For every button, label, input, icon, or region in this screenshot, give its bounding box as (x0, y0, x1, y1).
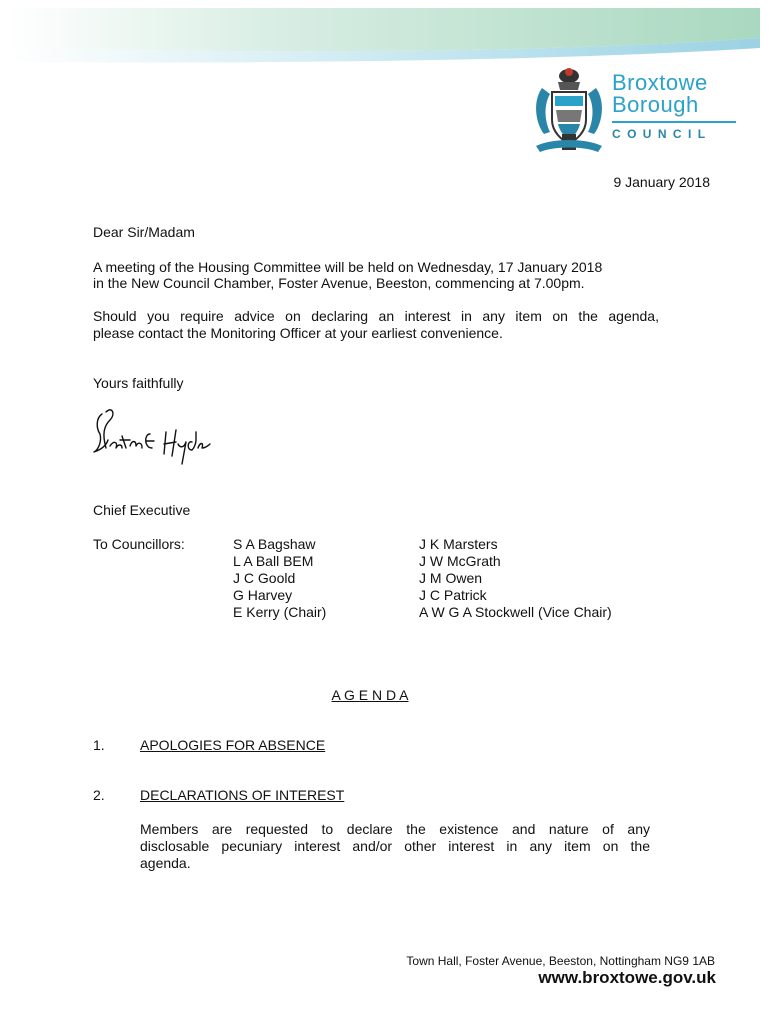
agenda-item-number: 2. (93, 787, 105, 803)
councillors-column-1 (233, 536, 326, 621)
footer-address: Town Hall, Foster Avenue, Beeston, Nottingham NG9 1AB (406, 954, 715, 968)
agenda-item-title: DECLARATIONS OF INTEREST (140, 787, 345, 803)
logo-divider (612, 121, 736, 123)
councillor-name: A W G A Stockwell (Vice Chair) (419, 604, 612, 620)
advice-paragraph (93, 308, 659, 342)
councillor-name: E Kerry (Chair) (233, 604, 327, 620)
councillor-name: J C Patrick (419, 587, 487, 603)
agenda-heading: A G E N D A (331, 687, 409, 703)
councillor-name: G Harvey (233, 587, 293, 603)
agenda-item-title: APOLOGIES FOR ABSENCE (140, 737, 326, 753)
closing: Yours faithfully (93, 375, 184, 391)
handwritten-signature (92, 404, 222, 468)
councillors-column-2 (419, 536, 612, 621)
agenda-item-number: 1. (93, 737, 105, 753)
salutation: Dear Sir/Madam (93, 224, 195, 240)
logo-borough: Borough (612, 92, 699, 117)
agenda-item-body (140, 821, 650, 872)
footer-website-link[interactable]: www.broxtowe.gov.uk (538, 968, 716, 987)
council-crest-logo (528, 62, 610, 156)
meeting-paragraph-line1: A meeting of the Housing Committee will be held on Wednesday, 17 January 2018 (93, 259, 603, 275)
signatory-title: Chief Executive (93, 502, 191, 518)
councillor-name: L A Ball BEM (233, 553, 314, 569)
advice-paragraph-line1: Should you require advice on declaring an interest in any item on the agenda, (93, 308, 659, 324)
agenda-item-body-line1: Members are requested to declare the existence and nature of any (140, 821, 650, 837)
agenda-item-body-line2: disclosable pecuniary interest and/or other interest in any item on the (140, 838, 650, 854)
logo-council: COUNCIL (612, 126, 712, 141)
councillor-name: S A Bagshaw (233, 536, 316, 552)
header-wave-banner (8, 8, 760, 66)
councillors-label: To Councillors: (93, 536, 185, 552)
letter-date: 9 January 2018 (613, 174, 710, 190)
councillor-name: J C Goold (233, 570, 296, 586)
councillor-name: J W McGrath (419, 553, 501, 569)
councillor-name: J M Owen (419, 570, 483, 586)
agenda-item-body-line3: agenda. (140, 855, 191, 871)
meeting-paragraph-line2: in the New Council Chamber, Foster Avenue, Beeston, commencing at 7.00pm. (93, 275, 585, 291)
advice-paragraph-line2: please contact the Monitoring Officer at your earliest convenience. (93, 325, 503, 341)
councillor-name: J K Marsters (419, 536, 498, 552)
council-logo-wordmark (612, 72, 736, 141)
logo-broxtowe: Broxtowe (612, 70, 708, 95)
